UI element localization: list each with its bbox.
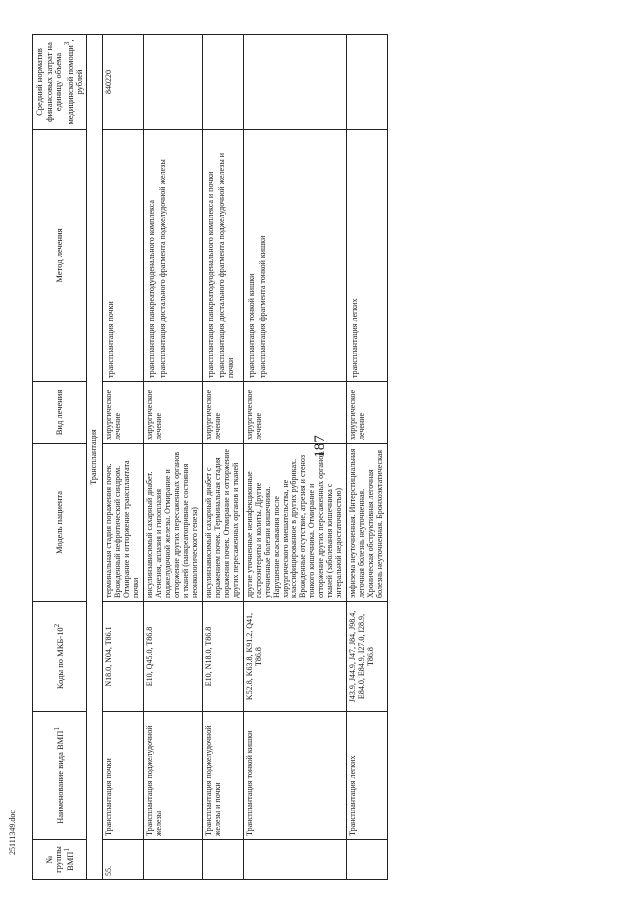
cell-type: хирургическое лечение [144,382,203,444]
cell-num [243,840,346,880]
header-name: Наименование вида ВМП$^1$ [33,712,87,840]
cell-num [202,840,243,880]
cell-cost [202,35,243,130]
cell-num: 55. [103,840,144,880]
cell-cost [347,35,388,130]
header-model: Модель пациента [33,444,87,602]
header-type: Вид лечения [33,382,87,444]
cell-type: хирургическое лечение [243,382,346,444]
cell-model: эмфизема неуточненная. Интерстициальная легочная болезнь неуточненная. Хроническая обструктивная легочная болезнь неуточненная. Бронхоэктатическая [347,444,388,602]
section-title: Трансплантация [87,35,103,880]
header-method: Метод лечения [33,130,87,382]
cell-method: трансплантация панкреатодуоденального комплекса трансплантация дистального фрагмента поджелудочной железы [144,130,203,382]
footer-filename: 25111349.doc [8,810,17,855]
table-row [202,35,243,880]
cell-name: Трансплантация поджелудочной железы и почки [202,712,243,840]
section-row [87,35,103,880]
header-num: № группы ВМП$^1$ [33,840,87,880]
cell-name: Трансплантация тонкой кишки [243,712,346,840]
vmp-table [32,34,388,880]
cell-model: инсулинзависимый сахарный диабет с поражением почек. Терминальная стадия поражения почек. Отмирание и отторжение других пересаженных органов и тканей [202,444,243,602]
cell-method: трансплантация легких [347,130,388,382]
table-row [144,35,203,880]
cell-model: другие уточненные неинфекционные гастроэнтериты и колиты. Другие уточненные болезни кишечника. Нарушение всасывания после хирургического вмешательства, не классифицированное в других рубриках. Врожденные отсутствие, атрезия и стеноз тонкого кишечника. Отмирание и отторжение других пересаженных органов тканей (заболевания кишечника с энтеральной недостаточностью) [243,444,346,602]
cell-name: Трансплантация поджелудочной железы [144,712,203,840]
cell-type: хирургическое лечение [347,382,388,444]
cell-method: трансплантация почки [103,130,144,382]
page-number: 187 [311,435,328,458]
cell-type: хирургическое лечение [202,382,243,444]
cell-cost [144,35,203,130]
cell-model: терминальная стадия поражения почек. Врожденный нефротический синдром. Отмирание и отторжение трансплантата почки [103,444,144,602]
cell-name: Трансплантация легких [347,712,388,840]
cell-cost: 840220 [103,35,144,130]
cell-cost [243,35,346,130]
header-cost: Средний норматив финансовых затрат на единицу объема медицинской помощи$^3$, рублей [33,35,87,130]
cell-codes: N18.0, N04, T86.1 [103,602,144,712]
cell-num [144,840,203,880]
cell-method: трансплантация панкреатодуоденального комплекса и почки трансплантация дистального фрагмента поджелудочной железы и почки [202,130,243,382]
table-row [347,35,388,880]
cell-name: Трансплантация почки [103,712,144,840]
rotated-table-container [32,35,614,880]
cell-method: трансплантация тонкой кишки трансплантация фрагмента тонкой кишки [243,130,346,382]
header-codes: Коды по МКБ-$10^2$ [33,602,87,712]
cell-model: инсулинзависимый сахарный диабет. Агенезия, аплазия и гипоплазия поджелудочной железы. Отмирание и отторжение других пересаженных органов и тканей (панкреатопривные состояния неонкологического генеза) [144,444,203,602]
cell-type: хирургическое лечение [103,382,144,444]
table-header-row [33,35,87,880]
cell-codes: E10, N18.0, T86.8 [202,602,243,712]
cell-num [347,840,388,880]
cell-codes: E10, Q45.0, T86.8 [144,602,203,712]
table-row [243,35,346,880]
cell-codes: J43.9, J44.9, J47, J84, J98.4, E84.0, E84.9, I27.0, I28.9, T86.8 [347,602,388,712]
table-row [103,35,144,880]
cell-codes: K52.8, K63.8, K91.2, Q41, T86.8 [243,602,346,712]
